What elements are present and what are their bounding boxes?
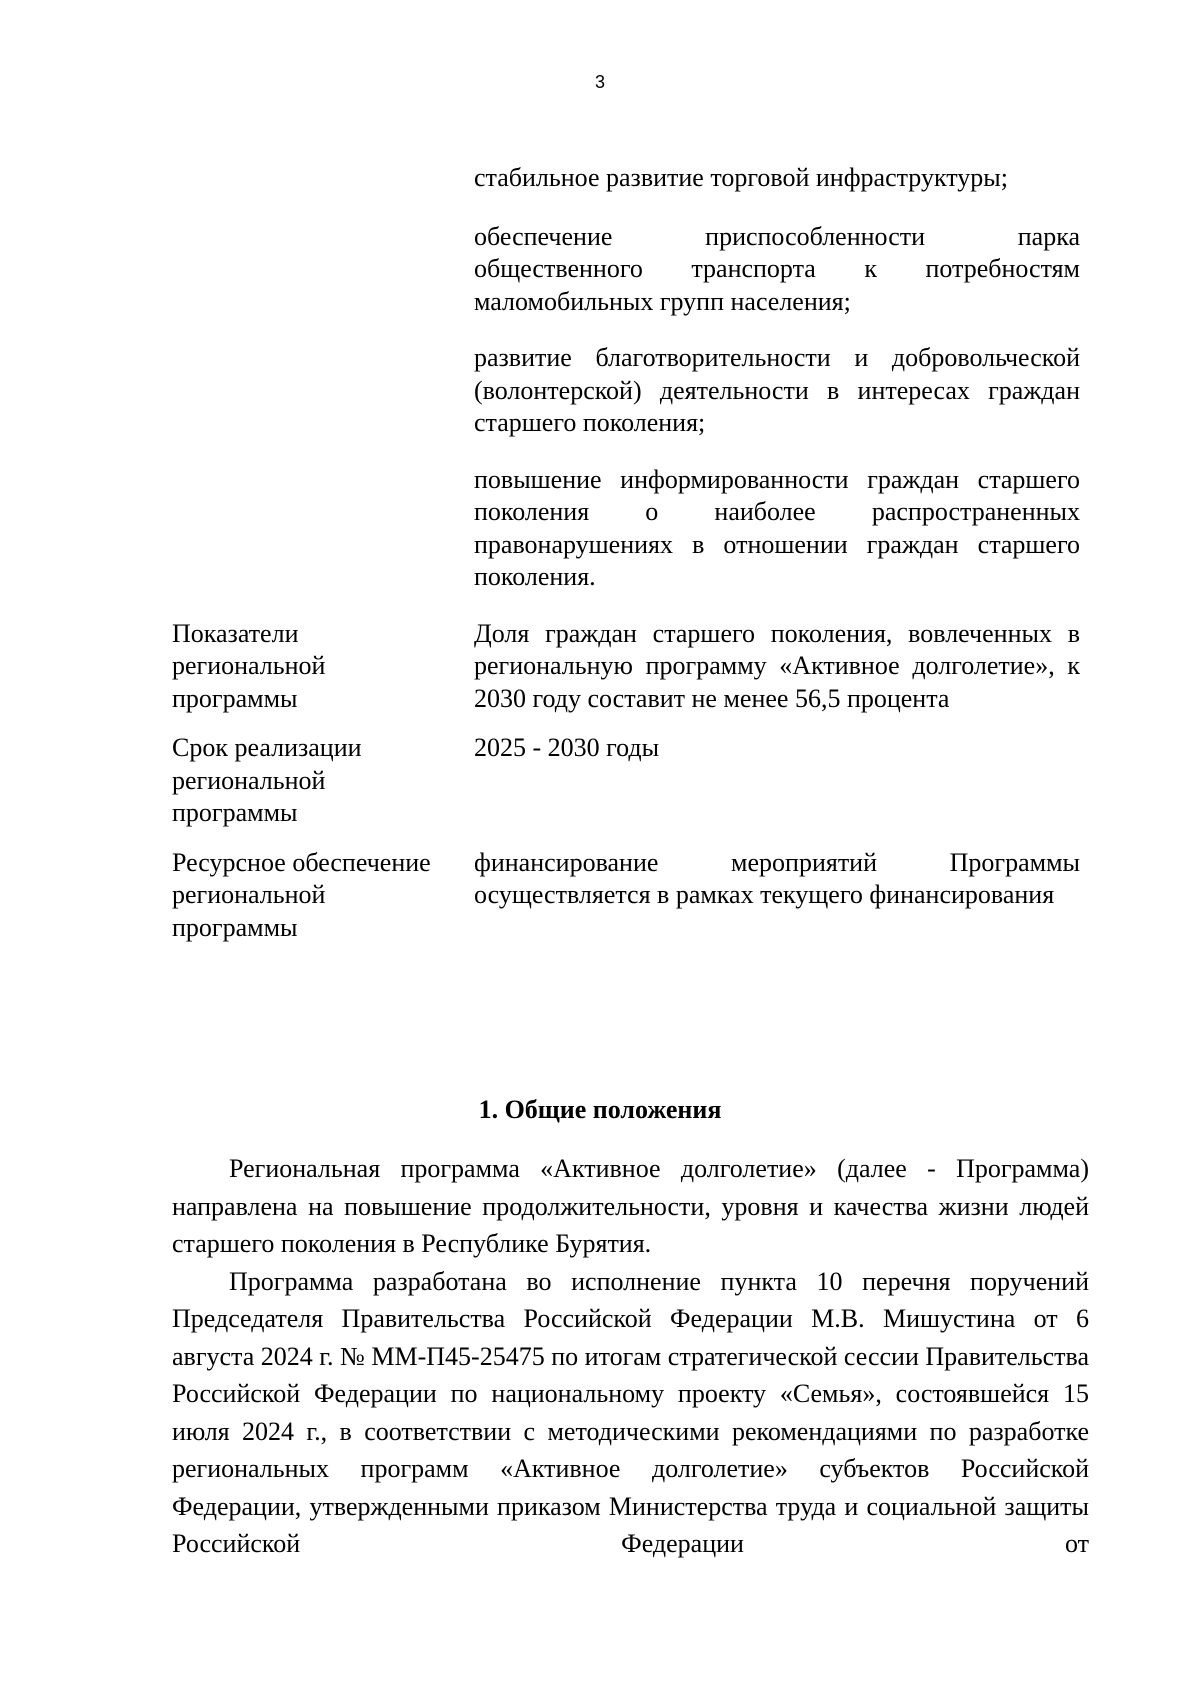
passport-value-term (474, 732, 1080, 830)
goal-item: обеспечение приспособленности парка общественного транспорта к потребностям маломобильных групп населения; (474, 221, 1080, 316)
indicators-text: Доля граждан старшего поколения, вовлеченных в региональную программу «Активное долголетие», к 2030 году составит не менее 56,5 процента (474, 618, 1080, 713)
resources-text: финансирование мероприятий Программы осуществляется в рамках текущего финансирования (474, 847, 1080, 909)
passport-label-term: Срок реализации региональной программы (172, 733, 362, 827)
passport-value-indicators (474, 618, 1080, 716)
goal-item: стабильное развитие торговой инфраструктуры; (474, 163, 1008, 192)
body-paragraph: Программа разработана во исполнение пункта 10 перечня поручений Председателя Правительства Российской Федерации М.В. Мишустина от 6 августа 2024 г. № ММ-П45-25475 по итогам стратегической сессии Правительства Российской Федерации по национальному проекту «Семья», состоявшейся 15 июля 2024 г., в соответствии с методическими рекомендациями по разработке региональных программ «Активное долголетие» субъектов Российской Федерации, утвержденными приказом Министерства труда и социальной защиты Российской Федерации от (172, 1266, 1089, 1558)
body-paragraph: Региональная программа «Активное долголетие» (далее - Программа) направлена на повышение продолжительности, уровня и качества жизни людей старшего поколения в Республике Бурятия. (172, 1154, 1089, 1258)
passport-label-empty (172, 162, 474, 594)
passport-value-goals (474, 162, 1080, 594)
passport-row-goals (172, 162, 1080, 594)
page-number: 3 (594, 72, 605, 92)
goal-item: развитие благотворительности и добровольческой (волонтерской) деятельности в интересах граждан старшего поколения; (474, 343, 1080, 437)
passport-row-resources (172, 847, 1080, 945)
section-heading: 1. Общие положения (478, 1095, 722, 1124)
passport-value-resources (474, 847, 1080, 945)
passport-row-term (172, 732, 1080, 830)
passport-row-indicators (172, 618, 1080, 716)
goal-item: повышение информированности граждан старшего поколения о наиболее распространенных правонарушениях в отношении граждан старшего поколения. (474, 464, 1080, 591)
passport-label-indicators: Показатели региональной программы (172, 618, 326, 713)
program-passport-table (172, 162, 1080, 944)
passport-label-resources: Ресурсное обеспечение региональной программы (172, 847, 431, 942)
term-text: 2025 - 2030 годы (474, 733, 660, 762)
section-body (172, 1150, 1089, 1563)
